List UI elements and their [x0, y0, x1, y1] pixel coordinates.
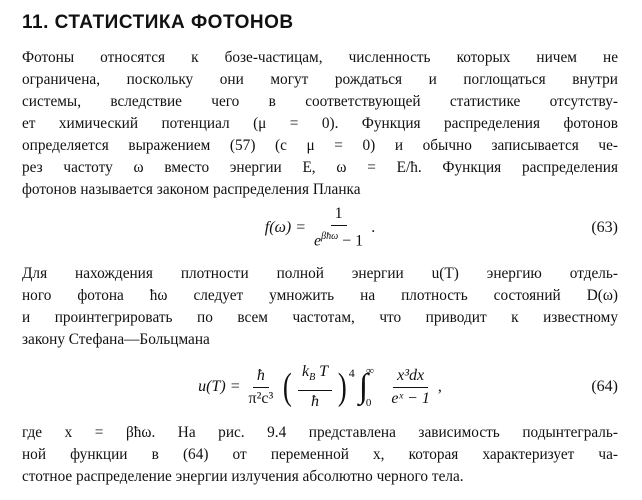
eq64-frac1-den: π²c³ — [248, 389, 274, 407]
eq63-exp-base: e — [314, 232, 322, 250]
paragraph-energy — [22, 263, 618, 351]
eq64-frac1-num: ħ — [253, 367, 269, 388]
eq64-fraction-prefactor — [245, 367, 278, 408]
eq63-denominator — [310, 226, 367, 250]
eq64-frac3-num: x³dx — [393, 367, 428, 388]
text-line: рез частоту ω вместо энергии E, ω = E/ħ. Функция распределения — [22, 159, 618, 176]
eq64-frac2-den: ħ — [311, 392, 320, 410]
eq64-lower-limit: 0 — [365, 397, 372, 409]
eq63-exponent: βħω — [321, 231, 339, 243]
eq64-upper-limit: ∞ — [366, 365, 374, 377]
text-line: и проинтегрировать по всем частотам, что приводит к известному — [22, 309, 618, 326]
text-line: ет химический потенциал (μ = 0). Функция распределения фотонов — [22, 115, 618, 132]
integral-sign: ∫ — [358, 368, 369, 405]
eq64-frac2-num: $k_B$ T — [298, 363, 332, 390]
eq64-number: (64) — [591, 378, 618, 395]
text-line: стотное распределение энергии излучения абсолютно черного тела. — [22, 468, 464, 485]
text-line: где x = βħω. На рис. 9.4 представлена зависимость подынтеграль- — [22, 424, 618, 441]
eq63-minus-one: − 1 — [338, 232, 364, 250]
text-line: закону Стефана—Больцмана — [22, 331, 210, 348]
eq63-trail: . — [371, 218, 376, 236]
text-line: ного фотона ħω следует умножить на плотность состояний D(ω) — [22, 287, 618, 304]
paragraph-intro — [22, 47, 618, 201]
eq64-fraction-integrand — [387, 367, 433, 408]
left-paren: ( — [283, 366, 293, 408]
eq64-power: 4 — [348, 365, 355, 380]
eq64-trail: , — [437, 378, 442, 395]
equation-64 — [22, 360, 618, 414]
text-line: фотонов называется законом распределения Планка — [22, 181, 361, 198]
eq64-frac3-den: eˣ − 1 — [391, 389, 430, 407]
eq63-fraction — [310, 205, 367, 250]
eq63-lhs: f(ω) = — [264, 218, 306, 236]
text-line: ограничена, поскольку они могут рождаться и поглощаться внутри — [22, 71, 618, 88]
section-heading: 11. СТАТИСТИКА ФОТОНОВ — [22, 12, 294, 33]
paragraph-conclusion — [22, 422, 618, 488]
eq64-lhs: u(T) = — [198, 378, 241, 395]
text-line: Для нахождения плотности полной энергии u(T) энергию отдель- — [22, 265, 618, 282]
text-line: ной функции в (64) от переменной x, которая характеризует ча- — [22, 446, 618, 463]
text-line: системы, вследствие чего в соответствующей статистике отсутству- — [22, 93, 618, 110]
equation-63 — [22, 203, 618, 253]
eq63-numerator: 1 — [331, 205, 347, 226]
text-line: определяется выражением (57) (с μ = 0) и обычно записывается че- — [22, 137, 618, 154]
eq63-number: (63) — [591, 219, 618, 236]
right-paren: ) — [337, 366, 347, 408]
text-line: Фотоны относятся к бозе-частицам, численность которых ничем не — [22, 49, 618, 66]
eq64-fraction-temperature — [298, 363, 332, 410]
